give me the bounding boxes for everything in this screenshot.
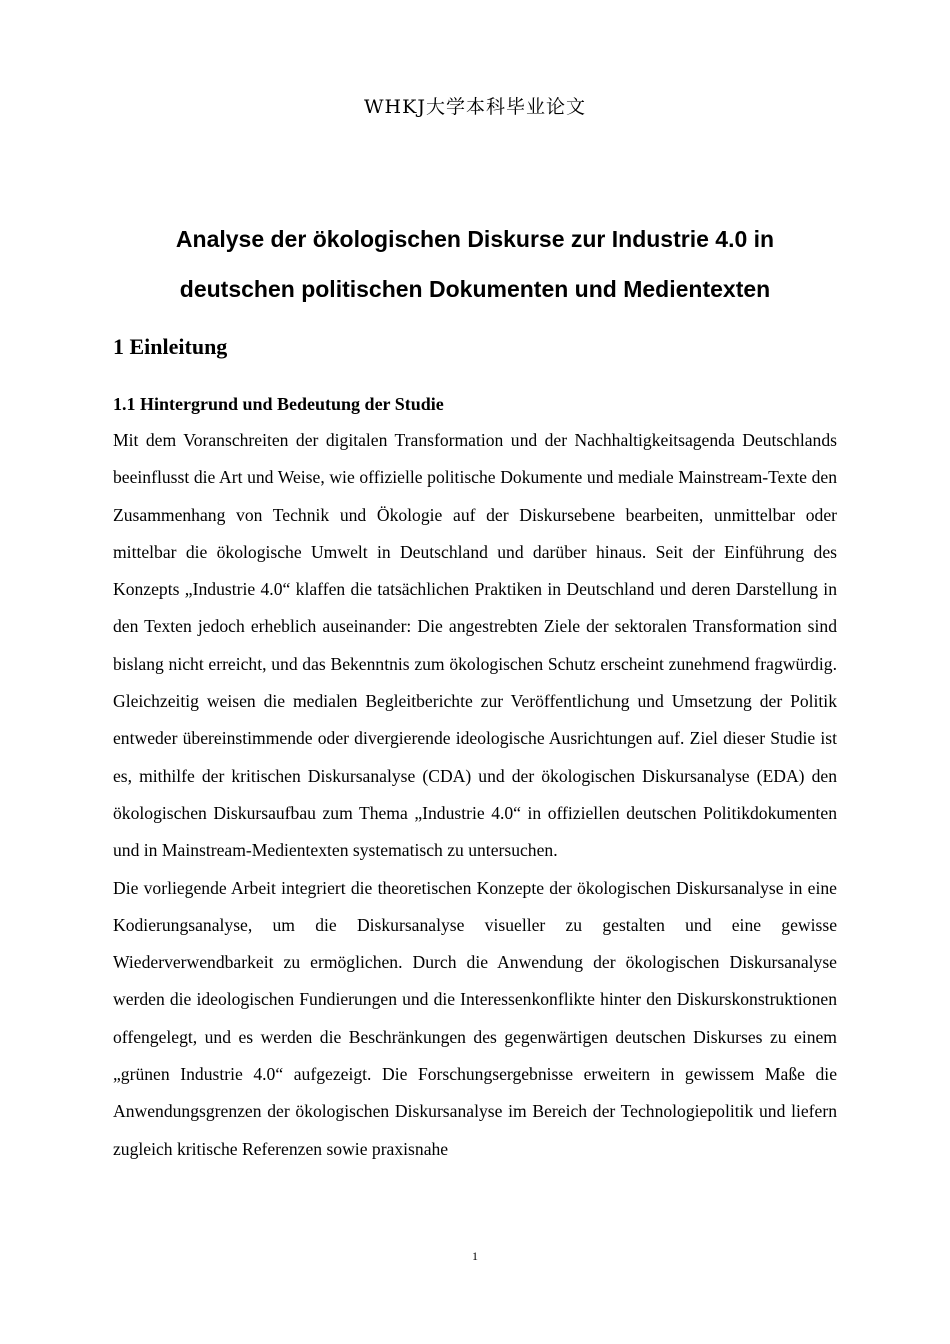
title-line-1: Analyse der ökologischen Diskurse zur Industrie 4.0 in [175, 226, 775, 252]
title-line-2: deutschen politischen Dokumenten und Medientexten [179, 276, 771, 302]
body-text [113, 422, 837, 1168]
document-title [113, 214, 837, 314]
paragraph-2: Die vorliegende Arbeit integriert die theoretischen Konzepte der ökologischen Diskursanalyse in eine Kodierungsanalyse, um die Diskursanalyse visueller zu gestalten und eine gewisse Wiederverwendbarkeit zu ermöglichen. Durch die Anwendung der ökologischen Diskursanalyse werden die ideologischen Fundierungen und die Interessenkonflikte hinter den Diskurskonstruktionen offengelegt, und es werden die Beschränkungen des gegenwärtigen deutschen Diskurses zu einem „grünen Industrie 4.0“ aufgezeigt. Die Forschungsergebnisse erweitern in gewissem Maße die Anwendungsgrenzen der ökologischen Diskursanalyse im Bereich der Technologiepolitik und liefern zugleich kritische Referenzen sowie praxisnahe [113, 877, 837, 1159]
section-heading: 1 Einleitung [113, 334, 228, 359]
paragraph-1: Mit dem Voranschreiten der digitalen Transformation und der Nachhaltigkeitsagenda Deutschlands beeinflusst die Art und Weise, wie offizielle politische Dokumente und mediale Mainstream-Texte den Zusammenhang von Technik und Ökologie auf der Diskursebene bearbeiten, unmittelbar oder mittelbar die ökologische Umwelt in Deutschland und darüber hinaus. Seit der Einführung des Konzepts „Industrie 4.0“ klaffen die tatsächlichen Praktiken in Deutschland und deren Darstellung in den Texten jedoch erheblich auseinander: Die angestrebten Ziele der sektoralen Transformation sind bislang nicht erreicht, und das Bekenntnis zum ökologischen Schutz erscheint zunehmend fragwürdig. Gleichzeitig weisen die medialen Begleitberichte zur Veröffentlichung und Umsetzung der Politik entweder übereinstimmende oder divergierende ideologische Ausrichtungen auf. Ziel dieser Studie ist es, mithilfe der kritischen Diskursanalyse (CDA) und der ökologischen Diskursanalyse (EDA) den ökologischen Diskursaufbau zum Thema „Industrie 4.0“ in offiziellen deutschen Politikdokumenten und in Mainstream-Medientexten systematisch zu untersuchen. [113, 430, 837, 861]
running-header: WHKJ大学本科毕业论文 [364, 96, 586, 118]
page-number: 1 [472, 1249, 478, 1263]
subsection-heading: 1.1 Hintergrund und Bedeutung der Studie [113, 394, 444, 414]
